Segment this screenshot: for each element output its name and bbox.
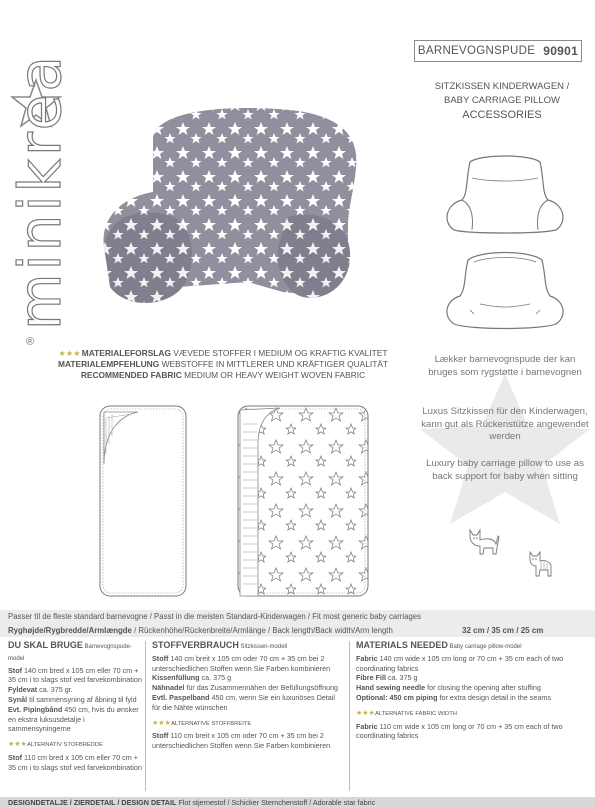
tech-drawing-front: [440, 148, 570, 236]
subtitle-en: BABY CARRIAGE PILLOW: [444, 95, 560, 106]
cat-icon: [464, 526, 500, 556]
section-title-de: STOFFVERBRAUCH Sitzkissen-modell: [152, 640, 288, 650]
pattern-subtitle: [414, 80, 590, 122]
materials-danish: [0, 641, 146, 791]
category-label: ACCESSORIES: [462, 109, 542, 121]
pattern-title-box: [414, 40, 582, 62]
material-line: Fibre Fill ca. 375 g: [356, 673, 418, 683]
description-de: Luxus Sitzkissen für den Kinderwagen, kann gut als Rückenstütze angewendet werden: [421, 406, 589, 442]
product-description: [420, 354, 590, 504]
fit-info: Passer til de fleste standard barnevogne / Passt in die meisten Standard-Kinderwagen / Fit most generic baby carriages: [8, 612, 422, 621]
measurements: 32 cm / 35 cm / 25 cm: [462, 626, 544, 635]
material-line: Hand sewing needle for closing the opening after stuffing: [356, 683, 541, 693]
design-detail-footer: DESIGNDETALJE / ZIERDETAIL / DESIGN DETAIL Flot stjernestof / Schicker Sternchenstoff / Adorable star fabric: [0, 797, 595, 808]
pillow-shape: [104, 108, 357, 303]
material-line: Stof 110 cm bred x 105 cm eller 70 cm + 35 cm i to slags stof ved farvekombination: [8, 752, 142, 772]
material-line: Synål til sammensyning af åbning til fyld: [8, 694, 137, 704]
material-line: Fabric 140 cm wide x 105 cm long or 70 cm + 35 cm each of two coordinating fabrics: [356, 653, 564, 673]
material-line: Fyldevat ca. 375 gr.: [8, 685, 73, 695]
material-line: Stoff 140 cm breit x 105 cm oder 70 cm + 35 cm bei 2 unterschiedlichen Stoffen wenn Sie Farben kombinieren: [152, 653, 331, 673]
cat-icon-striped: [526, 548, 554, 578]
material-line: Stoff 110 cm breit x 105 cm oder 70 cm + 35 cm bei 2 unterschiedlichen Stoffen wenn Sie Farben kombinieren: [152, 731, 331, 751]
section-title-da: DU SKAL BRUGE Barnevognspude-model: [8, 640, 132, 662]
pattern-title: BARNEVOGNSPUDE: [417, 45, 536, 57]
material-line: Optional: 450 cm piping for extra design detail in the seams: [356, 692, 551, 702]
tech-drawing-back: [440, 244, 570, 332]
three-stars-icon: ★ ★ ★: [356, 709, 374, 717]
description-da: Lækker barnevognspude der kan bruges som rygstøtte i barnevognen: [428, 354, 582, 378]
material-line: Evt. Pipingbånd 450 cm, hvis du ønsker en ekstra luksusdetalje i sammensyningerne: [8, 704, 139, 734]
background-star-icon: [410, 374, 595, 524]
materials-german: [146, 641, 350, 791]
three-stars-icon: ★ ★ ★: [8, 741, 26, 749]
fabric-recommendation: ★ ★ ★ MATERIALEFORSLAG VÆVEDE STOFFER I MEDIUM OG KRAFTIG KVALITET MATERIALEMPFEHLUNG WEBSTOFFE IN MITTLERER UND KRÄFTIGER QUALITÄT RECOMMENDED FABRIC MEDIUM OR HEAVY WEIGHT WOVEN FABRIC: [57, 348, 389, 380]
alternative-heading: ★ ★ ★ ALTERNATIVE FABRIC WIDTH: [356, 709, 457, 717]
material-line: Stof 140 cm bred x 105 cm eller 70 cm + 35 cm i to slags stof ved farvekombination: [8, 665, 142, 685]
three-stars-icon: ★ ★ ★: [152, 719, 170, 727]
brand-logo: [0, 40, 74, 348]
pattern-code: 90901: [543, 44, 579, 58]
material-line: Evtl. Paspelband 450 cm, wenn Sie ein luxuriöses Detail für die Nähte wünschen: [152, 692, 335, 712]
materials-english: [350, 641, 595, 791]
drawing-star-side: [236, 404, 370, 598]
subtitle-de: SITZKISSEN KINDERWAGEN /: [434, 81, 570, 92]
three-stars-icon: ★ ★ ★: [58, 349, 80, 358]
alternative-heading: ★ ★ ★ ALTERNATIVE STOFFBREITE: [152, 719, 252, 727]
drawing-plain-side: [98, 404, 188, 598]
dimensions-info: Ryghøjde/Rygbredde/Armlængde / Rückenhöhe/Rückenbreite/Armlänge / Back length/Back width/Arm length: [8, 626, 393, 635]
registered-mark: ®: [26, 336, 35, 348]
pillow-photo: [98, 97, 378, 333]
alternative-heading: ★ ★ ★ ALTERNATIV STOFBREDDE: [8, 741, 104, 749]
material-line: Fabric 110 cm wide x 105 cm long or 70 cm + 35 cm each of two coordinating fabrics: [356, 721, 563, 741]
brand-name: minikrea: [6, 53, 74, 330]
section-title-en: MATERIALS NEEDED Baby carriage pillow-model: [356, 640, 522, 650]
material-line: Kissenfüllung ca. 375 g: [152, 673, 232, 683]
material-line: Nähnadel für das Zusammennähen der Befüllungsöffnung: [152, 683, 339, 693]
description-en: Luxury baby carriage pillow to use as back support for baby when sitting: [426, 458, 584, 482]
